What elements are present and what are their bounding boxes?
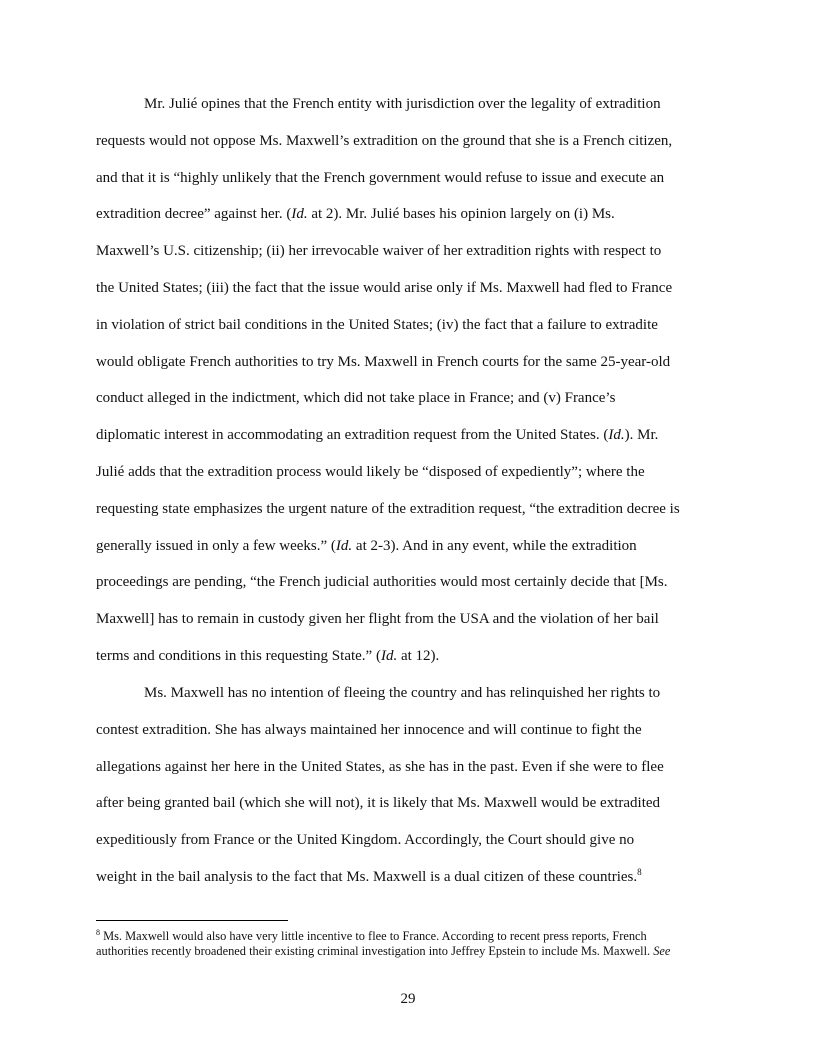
text-segment: at 2). Mr. Julié bases his opinion largely on (i) Ms. <box>307 206 615 223</box>
footnote-line <box>96 944 720 959</box>
footnote-separator <box>96 920 288 921</box>
text-segment: diplomatic interest in accommodating an extradition request from the United States. ( <box>96 427 609 444</box>
page-number: 29 <box>400 991 416 1007</box>
paragraph-line <box>96 536 720 573</box>
paragraph-line: Julié adds that the extradition process would likely be “disposed of expediently”; where the <box>96 463 645 480</box>
citation-id: Id. <box>608 427 625 444</box>
paragraph-line: in violation of strict bail conditions in the United States; (iv) the fact that a failure to extradite <box>96 316 658 333</box>
paragraph-line: Maxwell] has to remain in custody given her flight from the USA and the violation of her bail <box>96 611 659 628</box>
text-segment: authorities recently broadened their existing criminal investigation into Jeffrey Epstein to include Ms. Maxwell. <box>96 944 654 958</box>
text-segment: generally issued in only a few weeks.” ( <box>96 537 336 554</box>
paragraph-line: requests would not oppose Ms. Maxwell’s extradition on the ground that she is a French citizen, <box>96 132 673 149</box>
paragraph-line <box>96 867 720 904</box>
paragraph-line: the United States; (iii) the fact that the issue would arise only if Ms. Maxwell had fled to France <box>96 279 673 296</box>
paragraph-line: proceedings are pending, “the French judicial authorities would most certainly decide that [Ms. <box>96 574 668 591</box>
text-segment: weight in the bail analysis to the fact that Ms. Maxwell is a dual citizen of these countries. <box>96 868 638 885</box>
paragraph-line: Maxwell’s U.S. citizenship; (ii) her irrevocable waiver of her extradition rights with respect to <box>96 243 662 260</box>
text-segment: Ms. Maxwell would also have very little incentive to flee to France. According to recent press reports, French <box>100 929 647 943</box>
footnote-marker: 8 <box>96 927 100 937</box>
paragraph-line: contest extradition. She has always maintained her innocence and will continue to fight the <box>96 721 642 738</box>
paragraph-line: after being granted bail (which she will not), it is likely that Ms. Maxwell would be extradited <box>96 795 661 812</box>
paragraph-line: expeditiously from France or the United Kingdom. Accordingly, the Court should give no <box>96 832 635 849</box>
footnote-line <box>96 929 720 944</box>
paragraph-line: would obligate French authorities to try Ms. Maxwell in French courts for the same 25-year-old <box>96 353 671 370</box>
text-segment: ). Mr. <box>624 427 659 444</box>
footnote-reference[interactable]: 8 <box>637 866 642 877</box>
paragraph-line: and that it is “highly unlikely that the French government would refuse to issue and execute an <box>96 169 665 186</box>
paragraph-2 <box>96 683 720 904</box>
text-segment: at 12). <box>397 647 440 664</box>
citation-id: Id. <box>335 537 353 554</box>
paragraph-line: allegations against her here in the United States, as she has in the past. Even if she were to flee <box>96 758 664 775</box>
paragraph-line <box>96 204 720 241</box>
text-segment: at 2-3). And in any event, while the extradition <box>352 537 637 554</box>
paragraph-1 <box>96 94 720 683</box>
paragraph-line: Ms. Maxwell has no intention of fleeing the country and has relinquished her rights to <box>144 685 661 701</box>
paragraph-line <box>96 646 720 683</box>
citation-id: Id. <box>291 206 308 223</box>
paragraph-line: conduct alleged in the indictment, which did not take place in France; and (v) France’s <box>96 390 616 407</box>
text-segment: extradition decree” against her. ( <box>96 206 292 223</box>
citation-signal: See <box>653 944 671 958</box>
paragraph-line: requesting state emphasizes the urgent nature of the extradition request, “the extradition decree is <box>96 500 680 517</box>
citation-id: Id. <box>380 647 398 664</box>
paragraph-line: Mr. Julié opines that the French entity with jurisdiction over the legality of extradition <box>144 96 661 112</box>
paragraph-line <box>96 425 720 462</box>
footnote-8 <box>96 929 720 959</box>
text-segment: terms and conditions in this requesting State.” ( <box>96 647 381 664</box>
